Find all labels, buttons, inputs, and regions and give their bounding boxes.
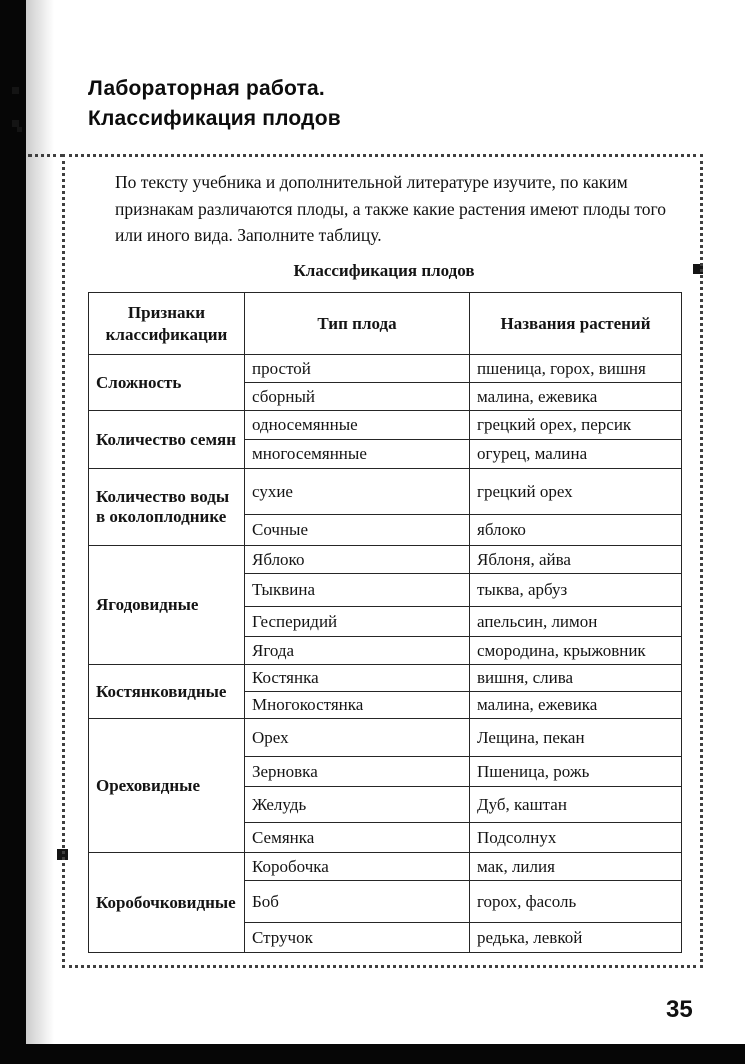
plant-names-cell: смородина, крыжовник [470, 637, 682, 665]
fruit-type-cell: Орех [245, 719, 470, 757]
fruit-type-cell: Семянка [245, 823, 470, 853]
feature-cell: Коробочковидные [89, 853, 245, 953]
plant-names-cell: грецкий орех [470, 469, 682, 515]
plant-names-cell: Яблоня, айва [470, 546, 682, 574]
classification-table [88, 292, 682, 953]
feature-cell: Количество семян [89, 411, 245, 469]
page-title-line1: Лабораторная работа. [88, 77, 325, 100]
plant-names-cell: редька, левкой [470, 923, 682, 953]
plant-names-cell: яблоко [470, 515, 682, 546]
table-header-row [89, 293, 682, 355]
plant-names-cell: вишня, слива [470, 665, 682, 692]
scan-artifact [12, 120, 19, 127]
page-number: 35 [666, 996, 693, 1023]
plant-names-cell: Подсолнух [470, 823, 682, 853]
fruit-type-cell: Сочные [245, 515, 470, 546]
plant-names-cell: горох, фасоль [470, 881, 682, 923]
table-row [89, 853, 682, 881]
plant-names-cell: Дуб, каштан [470, 787, 682, 823]
table-row [89, 469, 682, 515]
feature-cell: Количество воды в околоплоднике [89, 469, 245, 546]
page-title-line2: Классификация плодов [88, 107, 341, 130]
col-header-plant-names: Названия растений [470, 293, 682, 355]
dotted-border-extension [28, 154, 64, 157]
scan-artifact [12, 87, 19, 94]
fruit-type-cell: Ягода [245, 637, 470, 665]
plant-names-cell: Пшеница, рожь [470, 757, 682, 787]
feature-cell: Костянковидные [89, 665, 245, 719]
col-header-fruit-type: Тип плода [245, 293, 470, 355]
page-title [88, 74, 341, 134]
plant-names-cell: малина, ежевика [470, 692, 682, 719]
fruit-type-cell: простой [245, 355, 470, 383]
scan-left-shadow [26, 0, 54, 1064]
fruit-type-cell: Боб [245, 881, 470, 923]
plant-names-cell: пшеница, горох, вишня [470, 355, 682, 383]
feature-cell: Ореховидные [89, 719, 245, 853]
fruit-type-cell: Коробочка [245, 853, 470, 881]
fruit-type-cell: Гесперидий [245, 607, 470, 637]
fruit-type-cell: многосемянные [245, 440, 470, 469]
table-row [89, 411, 682, 440]
table-row [89, 546, 682, 574]
instructions-text: По тексту учебника и дополнительной литературе изучите, по каким признакам различаются плоды, а также какие растения имеют плоды того или иного вида. Заполните таблицу. [115, 172, 666, 245]
fruit-type-cell: сборный [245, 383, 470, 411]
plant-names-cell: апельсин, лимон [470, 607, 682, 637]
fruit-type-cell: Многокостянка [245, 692, 470, 719]
fruit-type-cell: односемянные [245, 411, 470, 440]
plant-names-cell: Лещина, пекан [470, 719, 682, 757]
fruit-type-cell: Стручок [245, 923, 470, 953]
plant-names-cell: мак, лилия [470, 853, 682, 881]
feature-cell: Сложность [89, 355, 245, 411]
scan-left-edge [0, 0, 26, 1064]
fruit-type-cell: Костянка [245, 665, 470, 692]
fruit-type-cell: Зерновка [245, 757, 470, 787]
col-header-features: Признаки классификации [89, 293, 245, 355]
fruit-type-cell: Желудь [245, 787, 470, 823]
plant-names-cell: тыква, арбуз [470, 574, 682, 607]
table-row [89, 665, 682, 692]
table-row [89, 355, 682, 383]
plant-names-cell: малина, ежевика [470, 383, 682, 411]
plant-names-cell: огурец, малина [470, 440, 682, 469]
fruit-type-cell: сухие [245, 469, 470, 515]
fruit-type-cell: Яблоко [245, 546, 470, 574]
feature-cell: Ягодовидные [89, 546, 245, 665]
table-title: Классификация плодов [293, 261, 475, 280]
fruit-type-cell: Тыквина [245, 574, 470, 607]
scan-bottom-edge [0, 1044, 745, 1064]
table-row [89, 719, 682, 757]
plant-names-cell: грецкий орех, персик [470, 411, 682, 440]
scan-artifact [17, 127, 22, 132]
